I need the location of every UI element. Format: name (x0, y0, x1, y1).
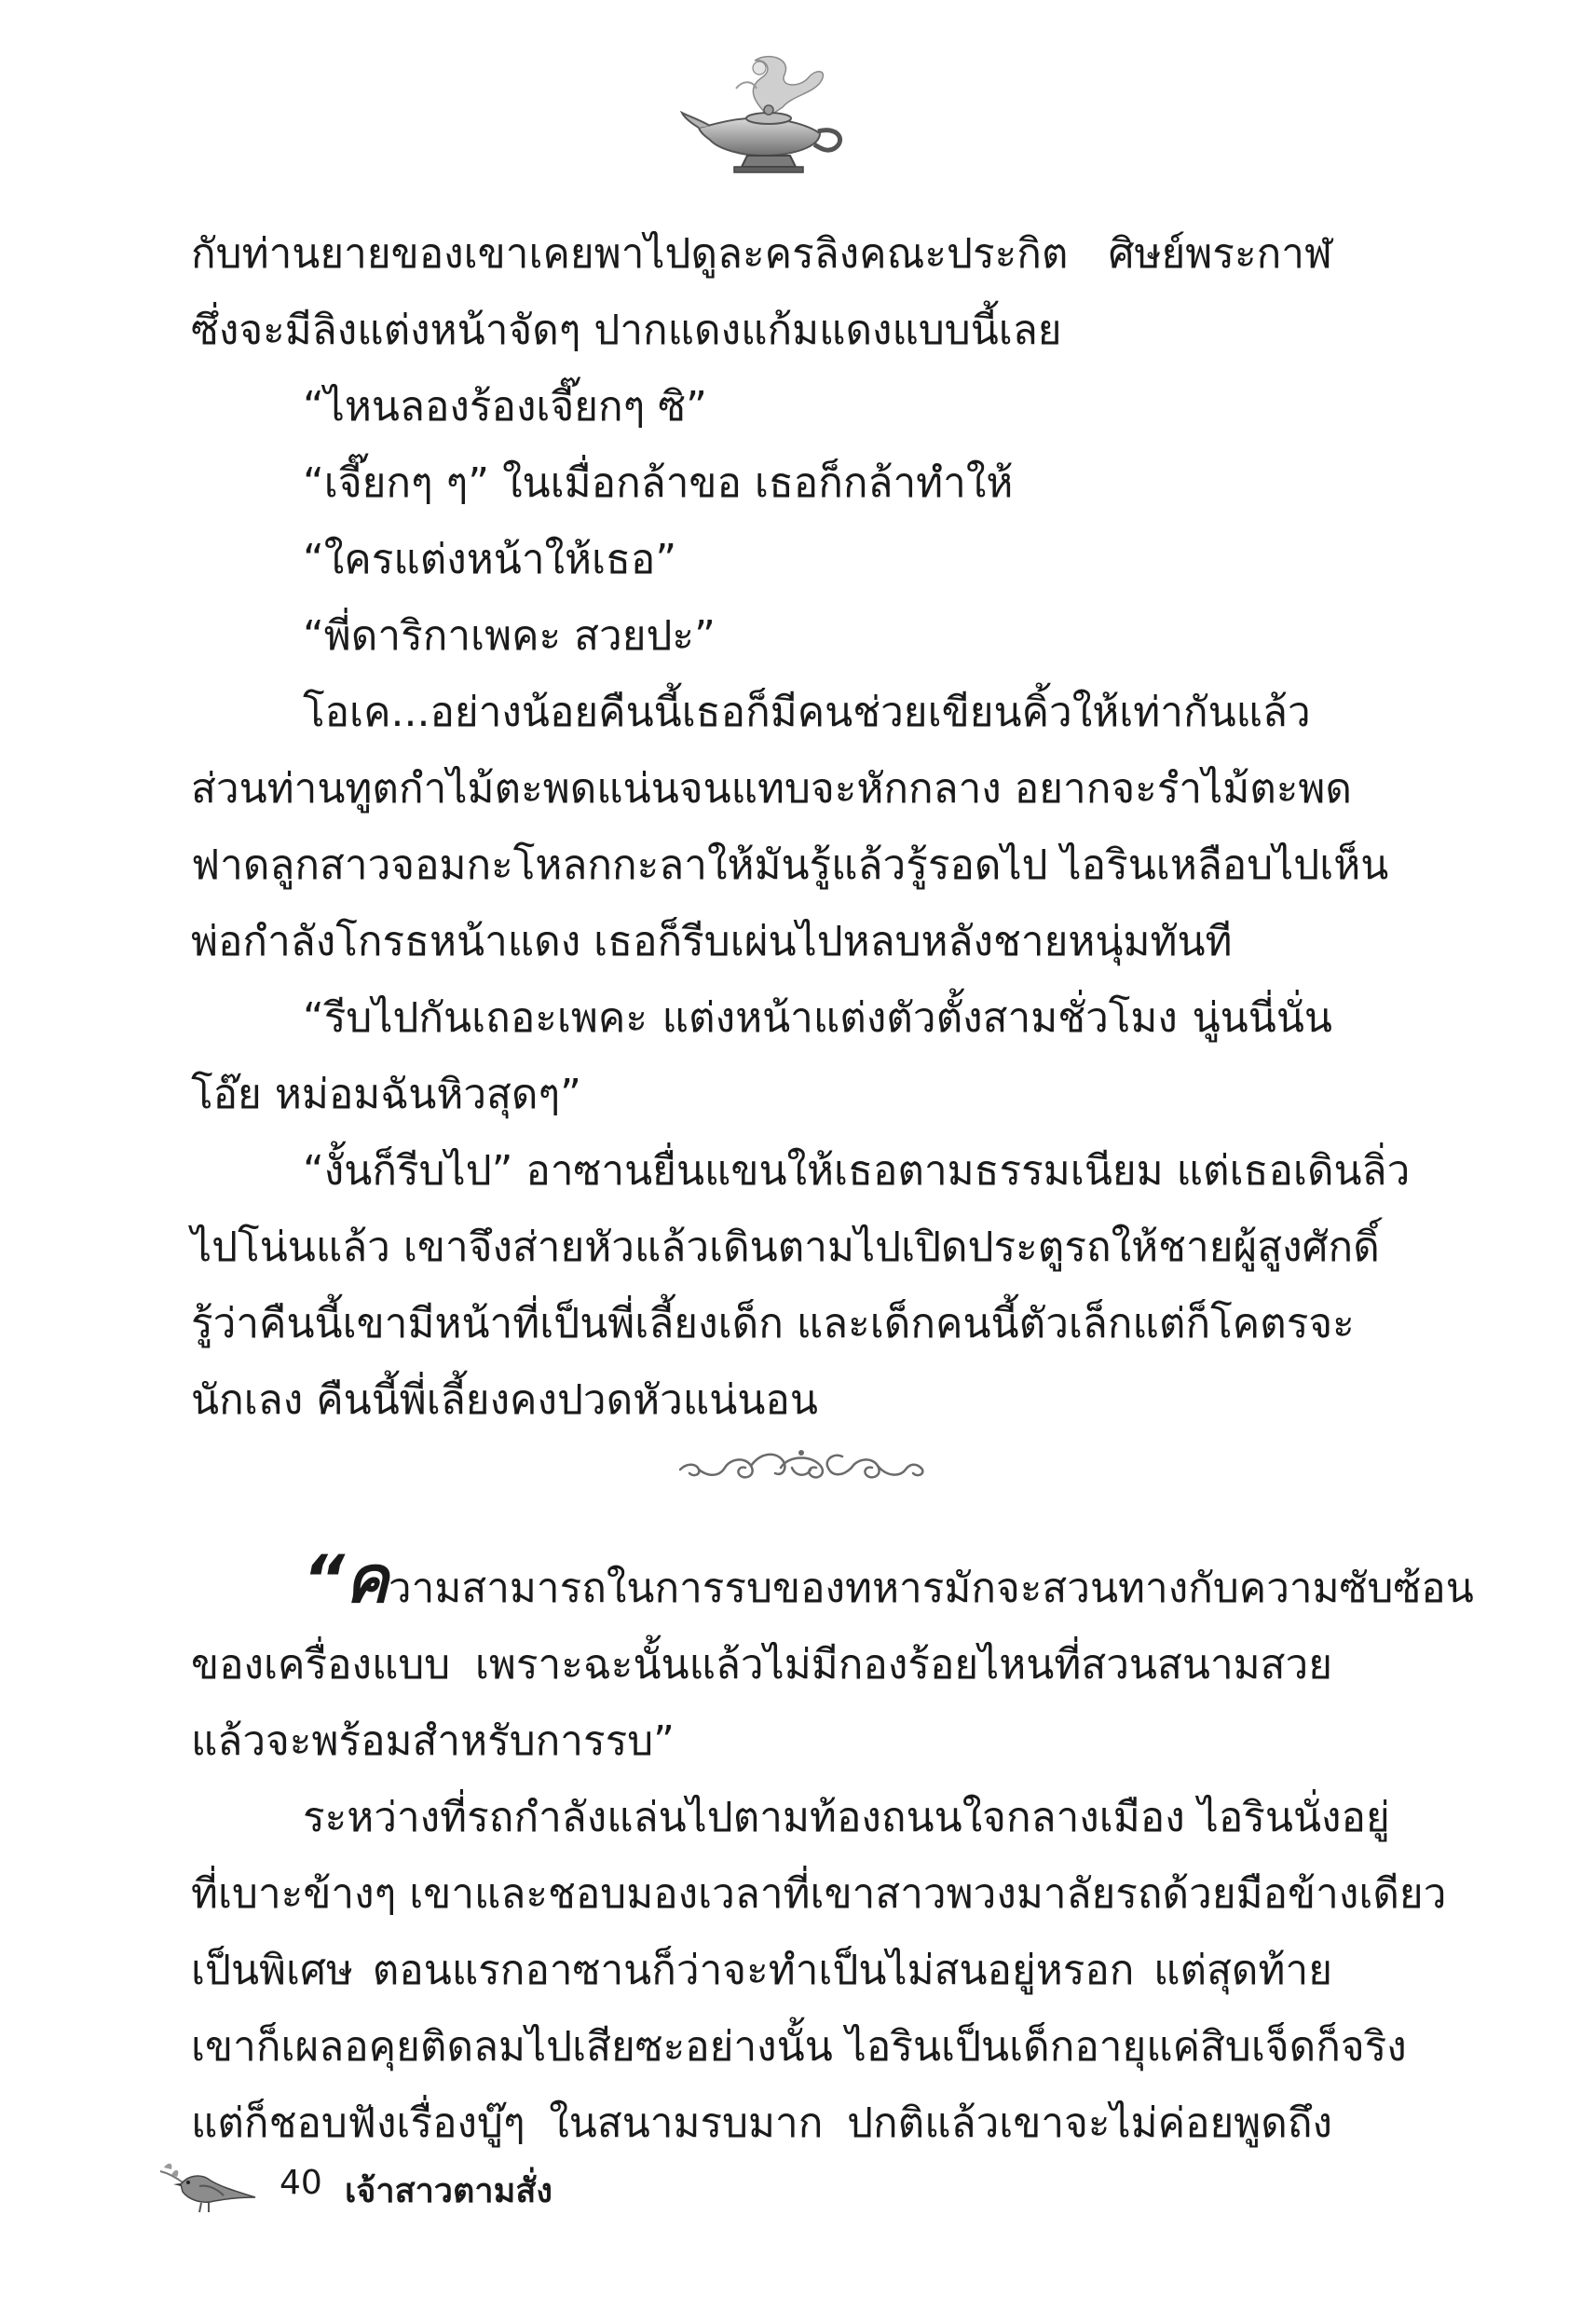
bird-icon (158, 2153, 261, 2218)
paragraph-line: นักเลง คืนนี้พี่เลี้ยงคงปวดหัวแน่นอน (191, 1376, 818, 1424)
dialogue-line: “ไหนลองร้องเจี๊ยกๆ ซิ” (303, 383, 707, 431)
quote-dropcap: “ค (303, 1541, 389, 1618)
paragraph-line: เป็นพิเศษ ตอนแรกอาซานก็ว่าจะทำเป็นไม่สนอยู่หรอก แต่สุดท้าย (191, 1947, 1332, 1994)
page-footer (158, 2153, 811, 2218)
dialogue-line: โอ๊ย หม่อมฉันหิวสุดๆ” (191, 1071, 581, 1118)
paragraph-line: แล้วจะพร้อมสำหรับการรบ” (191, 1717, 675, 1765)
page-number: 40 (280, 2164, 322, 2202)
paragraph-line: รู้ว่าคืนนี้เขามีหน้าที่เป็นพี่เลี้ยงเด็ก และเด็กคนนี้ตัวเล็กแต่ก็โคตรจะ (191, 1300, 1355, 1347)
paragraph-line: พ่อกำลังโกรธหน้าแดง เธอก็รีบเผ่นไปหลบหลังชายหนุ่มทันที (191, 918, 1233, 965)
quote-line-rest: วามสามารถในการรบของทหารมักจะสวนทางกับความซับซ้อน (388, 1565, 1474, 1612)
paragraph-line: ฟาดลูกสาวจอมกะโหลกกะลาให้มันรู้แล้วรู้รอดไป ไอรินเหลือบไปเห็น (191, 841, 1389, 889)
paragraph-line: ไปโน่นแล้ว เขาจึงส่ายหัวแล้วเดินตามไปเปิดประตูรถให้ชายผู้สูงศักดิ์ (191, 1224, 1380, 1271)
paragraph-line: ที่เบาะข้างๆ เขาและชอบมองเวลาที่เขาสาวพวงมาลัยรถด้วยมือข้างเดียว (191, 1870, 1447, 1918)
dialogue-line: “ใครแต่งหน้าให้เธอ” (303, 536, 677, 583)
book-title: เจ้าสาวตามสั่ง (345, 2172, 552, 2210)
quote-first-line (191, 1541, 1474, 1627)
paragraph-line: กับท่านยายของเขาเคยพาไปดูละครลิงคณะประกิต ศิษย์พระกาฬ (191, 230, 1332, 278)
text-block-part1 (191, 216, 1411, 1439)
paragraph-line: ระหว่างที่รถกำลังแล่นไปตามท้องถนนใจกลางเมือง ไอรินนั่งอยู่ (303, 1794, 1390, 1841)
paragraph-line: เขาก็เผลอคุยติดลมไปเสียซะอย่างนั้น ไอรินเป็นเด็กอายุแค่สิบเจ็ดก็จริง (191, 2023, 1407, 2071)
dialogue-line: “รีบไปกันเถอะเพคะ แต่งหน้าแต่งตัวตั้งสามชั่วโมง นู่นนี่นั่น (303, 994, 1332, 1042)
scroll-ornament-divider (671, 1440, 932, 1496)
text-block-part2 (191, 1541, 1474, 2162)
paragraph-line: ซึ่งจะมีลิงแต่งหน้าจัดๆ ปากแดงแก้มแดงแบบนี้เลย (191, 307, 1062, 354)
dialogue-line: “เจี๊ยกๆ ๆ” ในเมื่อกล้าขอ เธอก็กล้าทำให้ (303, 459, 1014, 507)
genie-lamp-icon (680, 51, 848, 177)
paragraph-line: แต่ก็ชอบฟังเรื่องบู๊ๆ ในสนามรบมาก ปกติแล้วเขาจะไม่ค่อยพูดถึง (191, 2099, 1332, 2147)
paragraph-line: โอเค...อย่างน้อยคืนนี้เธอก็มีคนช่วยเขียนคิ้วให้เท่ากันแล้ว (303, 689, 1311, 736)
dialogue-line: “พี่ดาริกาเพคะ สวยปะ” (303, 612, 716, 660)
paragraph-line: ของเครื่องแบบ เพราะฉะนั้นแล้วไม่มีกองร้อยไหนที่สวนสนามสวย (191, 1641, 1332, 1689)
paragraph-line: ส่วนท่านทูตกำไม้ตะพดแน่นจนแทบจะหักกลาง อยากจะรำไม้ตะพด (191, 765, 1353, 813)
paragraph-line: “งั้นก็รีบไป” อาซานยื่นแขนให้เธอตามธรรมเนียม แต่เธอเดินลิ่ว (303, 1147, 1411, 1195)
